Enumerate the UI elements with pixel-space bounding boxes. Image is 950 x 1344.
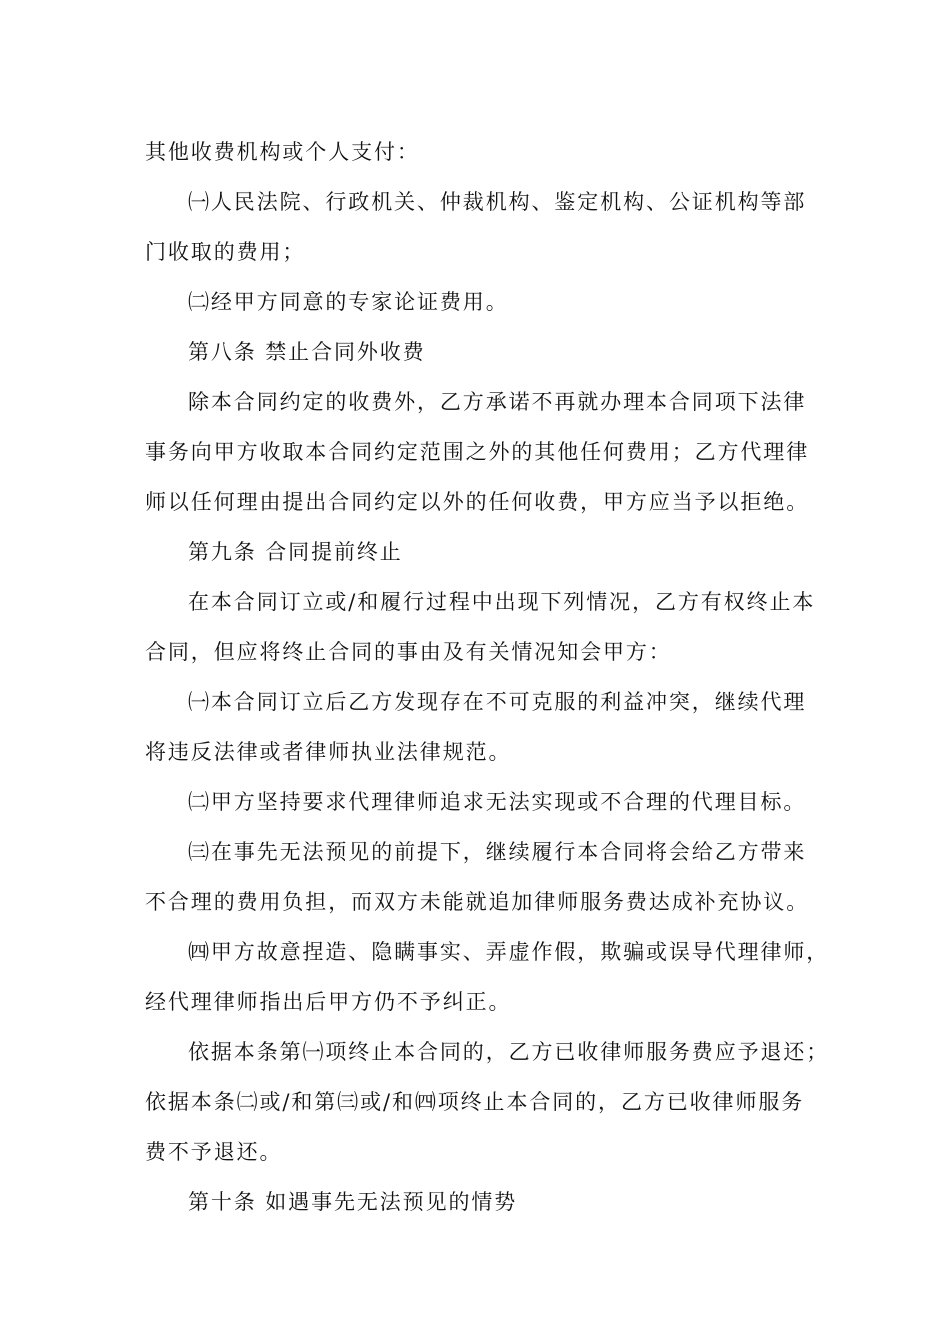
- text-line: 将违反法律或者律师执业法律规范。: [145, 740, 512, 764]
- text-line: 其他收费机构或个人支付：: [145, 140, 420, 164]
- text-line: ㈡甲方坚持要求代理律师追求无法实现或不合理的代理目标。: [188, 790, 807, 814]
- text-line: 依据本条㈡或/和第㈢或/和㈣项终止本合同的，乙方已收律师服务: [145, 1090, 805, 1114]
- text-line: ㈣甲方故意捏造、隐瞒事实、弄虚作假，欺骗或误导代理律师，: [188, 940, 830, 964]
- section-heading: 第八条 禁止合同外收费: [188, 340, 426, 364]
- section-heading: 第九条 合同提前终止: [188, 540, 403, 564]
- text-line: 依据本条第㈠项终止本合同的，乙方已收律师服务费应予退还；: [188, 1040, 830, 1064]
- text-line: 师以任何理由提出合同约定以外的任何收费，甲方应当予以拒绝。: [145, 490, 810, 514]
- text-line: 除本合同约定的收费外，乙方承诺不再就办理本合同项下法律: [188, 390, 807, 414]
- text-line: 事务向甲方收取本合同约定范围之外的其他任何费用；乙方代理律: [145, 440, 810, 464]
- text-line: ㈠人民法院、行政机关、仲裁机构、鉴定机构、公证机构等部: [188, 190, 807, 214]
- text-line: 不合理的费用负担，而双方未能就追加律师服务费达成补充协议。: [145, 890, 810, 914]
- text-line: 经代理律师指出后甲方仍不予纠正。: [145, 990, 512, 1014]
- section-heading: 第十条 如遇事先无法预见的情势: [188, 1190, 518, 1214]
- text-line: ㈢在事先无法预见的前提下，继续履行本合同将会给乙方带来: [188, 840, 807, 864]
- text-line: 门收取的费用；: [145, 240, 306, 264]
- text-line: 费不予退还。: [145, 1140, 283, 1164]
- text-line: 在本合同订立或/和履行过程中出现下列情况，乙方有权终止本: [188, 590, 816, 614]
- text-line: ㈡经甲方同意的专家论证费用。: [188, 290, 509, 314]
- text-line: ㈠本合同订立后乙方发现存在不可克服的利益冲突，继续代理: [188, 690, 807, 714]
- text-line: 合同，但应将终止合同的事由及有关情况知会甲方：: [145, 640, 672, 664]
